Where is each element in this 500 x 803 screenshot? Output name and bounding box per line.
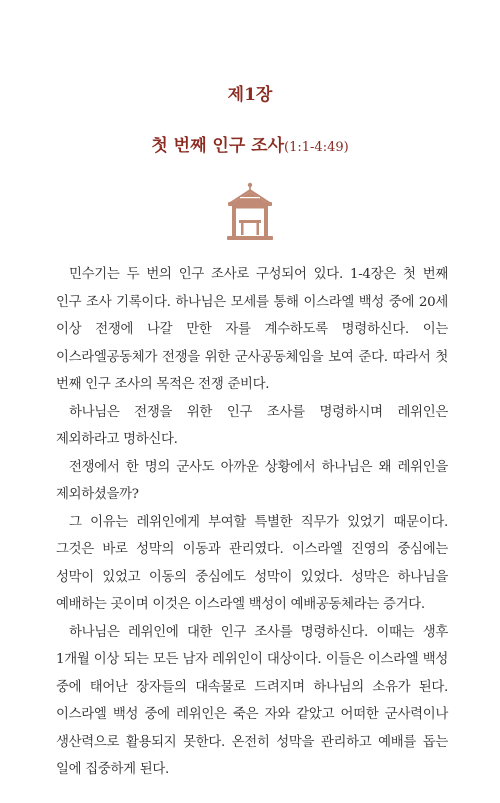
- paragraph-2: 하나님은 전쟁을 위한 인구 조사를 명령하시며 레위인은 제외하라고 명하신다.: [56, 404, 448, 447]
- paragraph-3: 전쟁에서 한 명의 군사도 아까운 상황에서 하나님은 왜 레위인을 제외하셨을까?: [56, 459, 448, 502]
- gazebo-icon: [226, 182, 274, 242]
- chapter-verse-range: (1:1-4:49): [284, 140, 349, 155]
- paragraph-1: 민수기는 두 번의 인구 조사로 구성되어 있다. 1-4장은 첫 번째 인구 조사 기록이다. 하나님은 모세를 통해 이스라엘 백성 중에 20세 이상 전쟁에 나갈 만한 자를 계수하도록 명령하신다. 이는 이스라엘공동체가 전쟁을 위한 군사공동체임을 보여 준다. 따라서 첫 번째 인구 조사의 목적은 전쟁 준비다.: [56, 267, 448, 392]
- paragraph-5: 하나님은 레위인에 대한 인구 조사를 명령하신다. 이때는 생후 1개월 이상 되는 모든 남자 레위인이 대상이다. 이들은 이스라엘 백성 중에 태어난 장자들의 대속물로 드려지며 하나님의 소유가 된다. 이스라엘 백성 중에 레위인은 죽은 자와 같았고 어떠한 군사력이나 생산력으로 활용되지 못한다. 온전히 성막을 관리하고 예배를 돕는 일에 집중하게 된다.: [56, 624, 448, 777]
- chapter-label: 제1장: [227, 85, 273, 105]
- body-text: [56, 261, 448, 784]
- paragraph-4: 그 이유는 레위인에게 부여할 특별한 직무가 있었기 때문이다. 그것은 바로 성막의 이동과 관리였다. 이스라엘 진영의 중심에는 성막이 있었고 이동의 중심에도 성막이 있었다. 성막은 하나님을 예배하는 곳이며 이것은 이스라엘 백성이 예배공동체라는 증거다.: [56, 514, 448, 612]
- chapter-title: [0, 131, 500, 156]
- chapter-title-text: 첫 번째 인구 조사: [151, 136, 285, 156]
